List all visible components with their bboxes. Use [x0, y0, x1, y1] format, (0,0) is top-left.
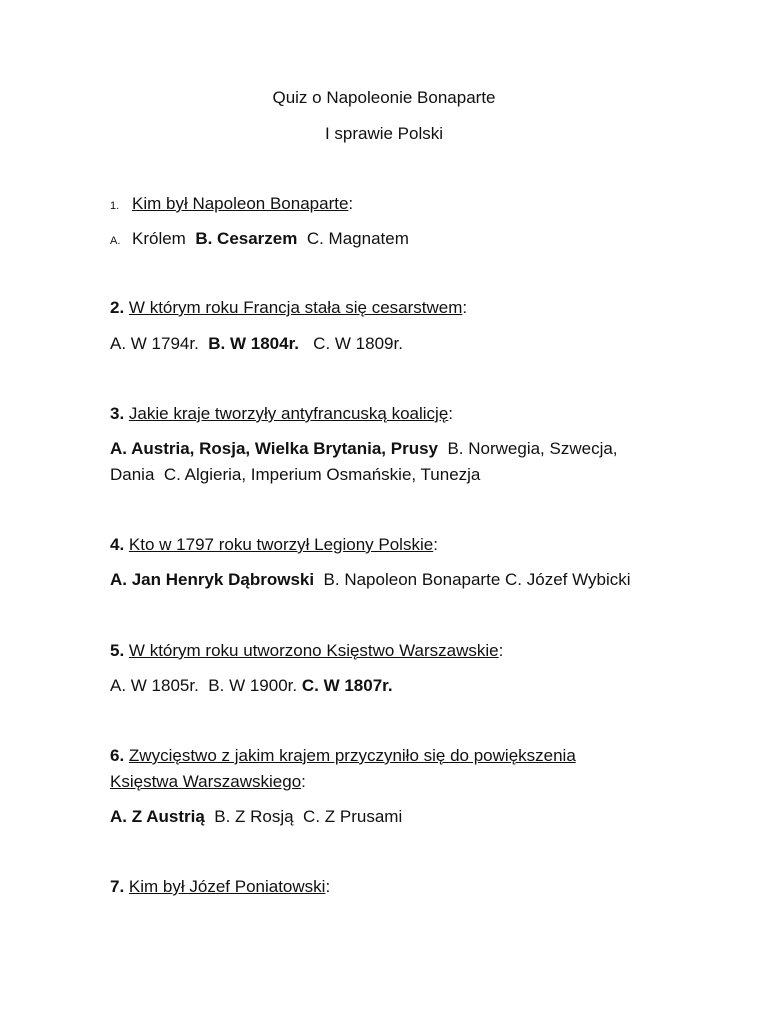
answers-5 — [110, 676, 393, 696]
answers-3-line-1 — [110, 439, 618, 459]
question-1-number: 1. — [110, 200, 120, 212]
question-2-colon: : — [462, 298, 468, 317]
title-line-1: Quiz o Napoleonie Bonaparte — [272, 88, 496, 107]
question-6-number: 6. — [110, 746, 125, 765]
question-4-colon: : — [433, 535, 438, 554]
question-7-number: 7. — [110, 877, 125, 896]
answer-6c: C. Z Prusami — [303, 807, 403, 826]
question-3-colon: : — [448, 404, 454, 423]
question-6-line-2 — [110, 772, 306, 792]
question-5-text: W którym roku utworzono Księstwo Warszawskie — [128, 641, 499, 660]
question-4-number: 4. — [110, 535, 125, 554]
question-1-text: Kim był Napoleon Bonaparte — [132, 194, 349, 213]
answer-3a-correct: A. Austria, Rosja, Wielka Brytania, Prusy — [110, 439, 438, 458]
question-4 — [110, 535, 438, 555]
answer-1a: Królem — [132, 229, 186, 248]
question-6-colon: : — [301, 772, 306, 791]
answers-2 — [110, 334, 403, 354]
question-7-text: Kim był Józef Poniatowski — [128, 877, 326, 896]
answer-4a-correct: A. Jan Henryk Dąbrowski — [110, 570, 315, 589]
question-3-number: 3. — [110, 404, 125, 423]
answer-2b-correct: B. W 1804r. — [208, 334, 299, 353]
answers-1 — [110, 229, 409, 251]
answer-3b-cont: Dania — [110, 465, 155, 484]
answer-6a-correct: A. Z Austrią — [110, 807, 205, 826]
answers-4 — [110, 570, 631, 590]
answer-5b: B. W 1900r. — [208, 676, 298, 695]
question-5-number: 5. — [110, 641, 125, 660]
answer-3b: B. Norwegia, Szwecja, — [447, 439, 618, 458]
question-7 — [110, 877, 330, 897]
question-3-text: Jakie kraje tworzyły antyfrancuską koalicję — [128, 404, 449, 423]
question-2-text: W którym roku Francja stała się cesarstwem — [128, 298, 463, 317]
question-5-colon: : — [498, 641, 504, 660]
answer-4c: C. Józef Wybicki — [505, 570, 631, 589]
question-3 — [110, 404, 453, 424]
answers-6 — [110, 807, 402, 827]
question-4-text: Kto w 1797 roku tworzył Legiony Polskie — [128, 535, 434, 554]
answer-2a: A. W 1794r. — [110, 334, 199, 353]
answer-5c-correct: C. W 1807r. — [301, 676, 393, 695]
title-line-2: I sprawie Polski — [324, 124, 444, 143]
answer-2c: C. W 1809r. — [313, 334, 403, 353]
question-5 — [110, 641, 503, 661]
answer-1c: C. Magnatem — [306, 229, 409, 248]
question-6-text-2: Księstwa Warszawskiego — [110, 772, 302, 791]
answer-1a-prefix: A. — [110, 235, 121, 247]
answer-1b-correct: B. Cesarzem — [195, 229, 298, 248]
question-2-number: 2. — [110, 298, 125, 317]
question-2 — [110, 298, 467, 318]
answer-3c: C. Algieria, Imperium Osmańskie, Tunezja — [163, 465, 481, 484]
answer-6b: B. Z Rosją — [214, 807, 294, 826]
answers-3-line-2 — [110, 465, 480, 485]
answer-5a: A. W 1805r. — [110, 676, 199, 695]
question-7-colon: : — [325, 877, 331, 896]
answer-4b: B. Napoleon Bonaparte — [323, 570, 501, 589]
question-1-colon: : — [348, 194, 354, 213]
question-1 — [110, 194, 353, 216]
question-6-line-1 — [110, 746, 576, 766]
question-6-text-1: Zwycięstwo z jakim krajem przyczyniło się do powiększenia — [128, 746, 576, 765]
